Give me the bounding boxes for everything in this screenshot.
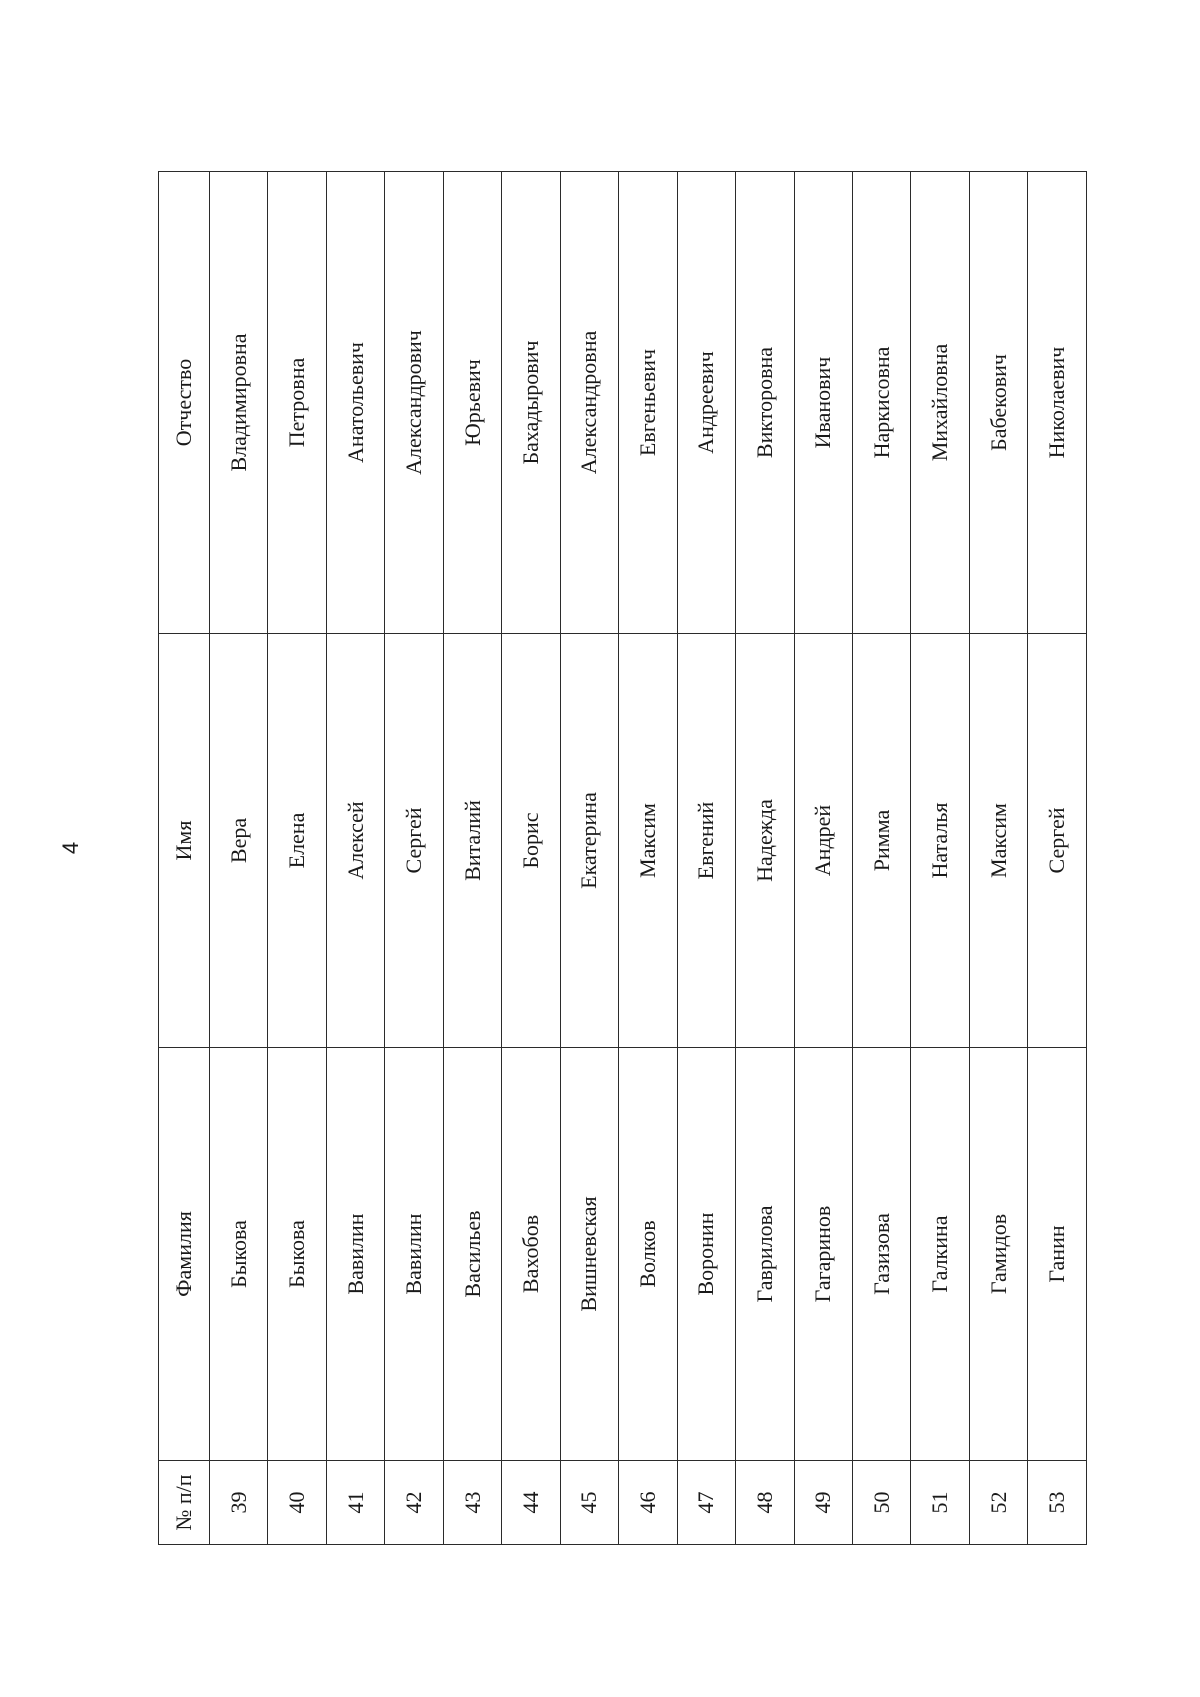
cell-last-name: Быкова bbox=[210, 1048, 268, 1461]
header-last-name: Фамилия bbox=[159, 1048, 210, 1461]
table-body bbox=[210, 172, 1087, 1545]
table-row bbox=[677, 172, 735, 1545]
cell-number: 48 bbox=[736, 1461, 794, 1545]
header-number: № п/п bbox=[159, 1461, 210, 1545]
cell-number: 45 bbox=[560, 1461, 618, 1545]
cell-first-name: Сергей bbox=[385, 634, 443, 1048]
cell-first-name: Алексей bbox=[326, 634, 384, 1048]
cell-number: 40 bbox=[268, 1461, 326, 1545]
table-row bbox=[385, 172, 443, 1545]
cell-first-name: Вера bbox=[210, 634, 268, 1048]
cell-last-name: Волков bbox=[619, 1048, 677, 1461]
cell-patronymic: Наркисовна bbox=[852, 172, 910, 634]
cell-number: 47 bbox=[677, 1461, 735, 1545]
cell-patronymic: Александровна bbox=[560, 172, 618, 634]
cell-patronymic: Владимировна bbox=[210, 172, 268, 634]
cell-last-name: Вахобов bbox=[502, 1048, 560, 1461]
cell-patronymic: Михайловна bbox=[911, 172, 969, 634]
cell-number: 46 bbox=[619, 1461, 677, 1545]
cell-last-name: Гагаринов bbox=[794, 1048, 852, 1461]
cell-last-name: Галкина bbox=[911, 1048, 969, 1461]
rotated-table-wrapper bbox=[158, 172, 1087, 1545]
cell-first-name: Екатерина bbox=[560, 634, 618, 1048]
cell-patronymic: Петровна bbox=[268, 172, 326, 634]
cell-patronymic: Евгеньевич bbox=[619, 172, 677, 634]
cell-first-name: Сергей bbox=[1028, 634, 1087, 1048]
cell-first-name: Евгений bbox=[677, 634, 735, 1048]
cell-patronymic: Андреевич bbox=[677, 172, 735, 634]
cell-last-name: Гаврилова bbox=[736, 1048, 794, 1461]
cell-last-name: Воронин bbox=[677, 1048, 735, 1461]
cell-number: 50 bbox=[852, 1461, 910, 1545]
cell-last-name: Вишневская bbox=[560, 1048, 618, 1461]
table-row bbox=[794, 172, 852, 1545]
header-patronymic: Отчество bbox=[159, 172, 210, 634]
page-number: 4 bbox=[58, 841, 83, 855]
cell-last-name: Вавилин bbox=[385, 1048, 443, 1461]
cell-first-name: Борис bbox=[502, 634, 560, 1048]
cell-patronymic: Николаевич bbox=[1028, 172, 1087, 634]
table-row bbox=[969, 172, 1027, 1545]
cell-patronymic: Бабекович bbox=[969, 172, 1027, 634]
roster-table bbox=[158, 171, 1087, 1545]
cell-patronymic: Юрьевич bbox=[443, 172, 501, 634]
cell-last-name: Газизова bbox=[852, 1048, 910, 1461]
table-row bbox=[911, 172, 969, 1545]
table-row bbox=[736, 172, 794, 1545]
table-row bbox=[619, 172, 677, 1545]
table-row bbox=[210, 172, 268, 1545]
table-row bbox=[852, 172, 910, 1545]
cell-first-name: Максим bbox=[969, 634, 1027, 1048]
cell-first-name: Максим bbox=[619, 634, 677, 1048]
cell-first-name: Елена bbox=[268, 634, 326, 1048]
cell-last-name: Быкова bbox=[268, 1048, 326, 1461]
cell-patronymic: Иванович bbox=[794, 172, 852, 634]
table-row bbox=[268, 172, 326, 1545]
table-row bbox=[326, 172, 384, 1545]
table-row bbox=[443, 172, 501, 1545]
cell-last-name: Ганин bbox=[1028, 1048, 1087, 1461]
cell-number: 41 bbox=[326, 1461, 384, 1545]
cell-number: 51 bbox=[911, 1461, 969, 1545]
cell-last-name: Гамидов bbox=[969, 1048, 1027, 1461]
table-header-row bbox=[159, 172, 210, 1545]
cell-first-name: Виталий bbox=[443, 634, 501, 1048]
cell-number: 39 bbox=[210, 1461, 268, 1545]
cell-patronymic: Бахадырович bbox=[502, 172, 560, 634]
table-row bbox=[560, 172, 618, 1545]
cell-first-name: Римма bbox=[852, 634, 910, 1048]
cell-first-name: Андрей bbox=[794, 634, 852, 1048]
cell-last-name: Васильев bbox=[443, 1048, 501, 1461]
cell-number: 53 bbox=[1028, 1461, 1087, 1545]
table-row bbox=[1028, 172, 1087, 1545]
cell-number: 49 bbox=[794, 1461, 852, 1545]
cell-patronymic: Викторовна bbox=[736, 172, 794, 634]
cell-patronymic: Анатольевич bbox=[326, 172, 384, 634]
header-first-name: Имя bbox=[159, 634, 210, 1048]
cell-first-name: Наталья bbox=[911, 634, 969, 1048]
cell-number: 43 bbox=[443, 1461, 501, 1545]
cell-number: 44 bbox=[502, 1461, 560, 1545]
cell-first-name: Надежда bbox=[736, 634, 794, 1048]
table-row bbox=[502, 172, 560, 1545]
cell-last-name: Вавилин bbox=[326, 1048, 384, 1461]
cell-number: 52 bbox=[969, 1461, 1027, 1545]
cell-patronymic: Александрович bbox=[385, 172, 443, 634]
cell-number: 42 bbox=[385, 1461, 443, 1545]
